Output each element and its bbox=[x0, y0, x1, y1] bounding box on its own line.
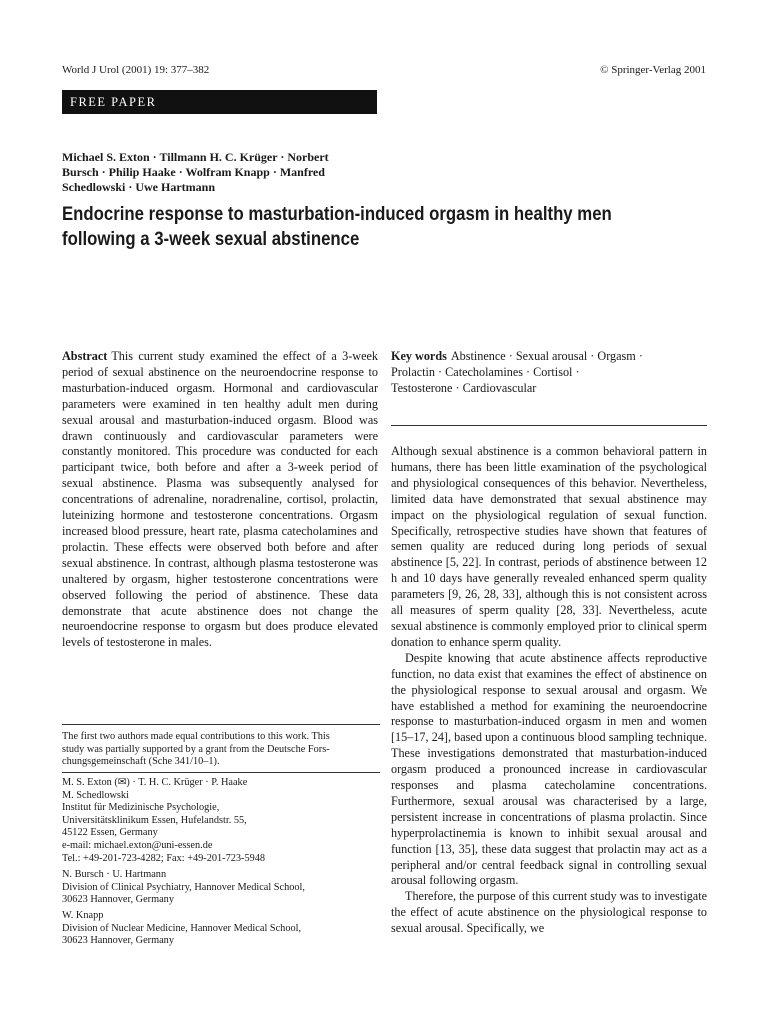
body-paragraph: Despite knowing that acute abstinence affects reproductive function, no data exist that examines the effect of abstinence on the physiological response to sexual arousal and orgasm. We have established a method for examining the neuroendocrine response to masturbation-induced orgasm in men and women [15–17, 24], based upon a continuous blood sampling technique. These investigations demonstrated that masturbation-induced orgasm produced a pronounced increase in cardiovascular responses and plasma catecholamine concentrations. Furthermore, sexual arousal was characterised by a large, persistent increase in concentrations of plasma prolactin. Since hyperprolactinemia is known to inhibit sexual arousal and function [13, 35], these data suggest that prolactin may act as a peripheral and/or central feedback signal in controlling sexual arousal following orgasm. bbox=[391, 650, 707, 888]
section-tag-banner bbox=[62, 90, 377, 114]
affiliation-line: 45122 Essen, Germany bbox=[62, 827, 158, 839]
keywords-line: Prolactin · Catecholamines · Cortisol · bbox=[391, 364, 580, 379]
affiliation-line: Division of Nuclear Medicine, Hannover Medical School, bbox=[62, 922, 302, 934]
phone-fax: Tel.: +49-201-723-4282; Fax: +49-201-723-5948 bbox=[62, 852, 266, 864]
affiliation-line: M. S. Exton (✉) · T. H. C. Krüger · P. Haake bbox=[62, 777, 248, 788]
footnote-line: study was partially supported by a grant from the Deutsche Fors- bbox=[62, 743, 330, 755]
abstract-text: This current study examined the effect of a 3-week period of sexual abstinence on the neuroendocrine response to masturbation-induced orgasm. Hormonal and cardiovascular parameters were examined in ten healthy adult men during sexual arousal and masturbation-induced orgasm. Blood was drawn continuously and cardiovascular parameters were constantly monitored. This procedure was conducted for each participant twice, both before and after a 3-week period of sexual abstinence. Plasma was subsequently analysed for concentrations of adrenaline, noradrenaline, cortisol, prolactin, luteinizing hormone and testosterone concentrations. Orgasm increased blood pressure, heart rate, plasma catecholamines and prolactin. These effects were observed both before and after sexual abstinence. In contrast, although plasma testosterone was unaltered by orgasm, higher testosterone concentrations were observed following the period of abstinence. These data demonstrate that acute abstinence does not change the neuroendocrine response to orgasm but does produce elevated levels of testosterone in males. bbox=[62, 349, 378, 650]
author-line: Schedlowski · Uwe Hartmann bbox=[62, 180, 216, 194]
funding-note bbox=[62, 731, 380, 769]
affiliation-nuclear-medicine bbox=[62, 910, 380, 948]
author-line: Bursch · Philip Haake · Wolfram Knapp · Manfred bbox=[62, 165, 325, 179]
footnote-line: chungsgemeinschaft (Sche 341/10–1). bbox=[62, 756, 220, 768]
paper-title bbox=[62, 202, 630, 252]
journal-citation: World J Urol (2001) 19: 377–382 bbox=[62, 64, 210, 76]
keywords-divider bbox=[391, 425, 707, 426]
affiliation-line: Universitätsklinikum Essen, Hufelandstr. 55, bbox=[62, 814, 247, 826]
abstract bbox=[62, 349, 378, 651]
affiliation-line: Institut für Medizinische Psychologie, bbox=[62, 802, 220, 814]
affiliation-line: N. Bursch · U. Hartmann bbox=[62, 869, 167, 880]
body-paragraph: Therefore, the purpose of this current study was to investigate the effect of acute abstinence on the physiological response to sexual arousal. Specifically, we bbox=[391, 889, 707, 936]
footnote-divider bbox=[62, 724, 380, 725]
affiliation-essen bbox=[62, 777, 380, 865]
copyright-notice: © Springer-Verlag 2001 bbox=[600, 64, 706, 76]
section-tag-label: FREE PAPER bbox=[70, 95, 157, 109]
keywords-line: Abstinence · Sexual arousal · Orgasm · bbox=[450, 349, 643, 363]
affiliation-line: W. Knapp bbox=[62, 910, 104, 921]
author-list bbox=[62, 150, 392, 195]
author-line: Michael S. Exton · Tillmann H. C. Krüger · Norbert bbox=[62, 150, 329, 164]
abstract-label: Abstract bbox=[62, 349, 108, 363]
affiliation-line: M. Schedlowski bbox=[62, 789, 129, 801]
keywords bbox=[391, 349, 707, 397]
affiliation-line: Division of Clinical Psychiatry, Hannover Medical School, bbox=[62, 881, 305, 893]
keywords-line: Testosterone · Cardiovascular bbox=[391, 380, 537, 395]
body-paragraph: Although sexual abstinence is a common behavioral pattern in humans, there has been little examination of the psychological and physiological consequences of this behavior. Nevertheless, limited data have demonstrated that sexual abstinence may impact on the physiological regulation of sexual function. Specifically, retrospective studies have shown that features of semen quality are reduced during long periods of sexual abstinence [5, 22]. In contrast, periods of abstinence between 12 h and 10 days have generally revealed enhanced sperm quality parameters [9, 26, 28, 33], although this is not consistent across all measures of sperm quality [28, 33]. Nevertheless, acute sexual abstinence is commonly employed prior to clinical sperm donation to enhance sperm quality. bbox=[391, 444, 707, 649]
title-line: following a 3-week sexual abstinence bbox=[62, 228, 360, 250]
keywords-label: Key words bbox=[391, 349, 447, 363]
email-address[interactable]: e-mail: michael.exton@uni-essen.de bbox=[62, 839, 213, 851]
affiliation-psychiatry bbox=[62, 869, 380, 907]
affiliation-line: 30623 Hannover, Germany bbox=[62, 935, 174, 947]
footnote-line: The first two authors made equal contributions to this work. This bbox=[62, 731, 330, 742]
affiliation-divider bbox=[62, 772, 380, 773]
title-line: Endocrine response to masturbation-induced orgasm in healthy men bbox=[62, 203, 612, 225]
introduction-body bbox=[391, 444, 707, 937]
affiliation-line: 30623 Hannover, Germany bbox=[62, 894, 174, 906]
